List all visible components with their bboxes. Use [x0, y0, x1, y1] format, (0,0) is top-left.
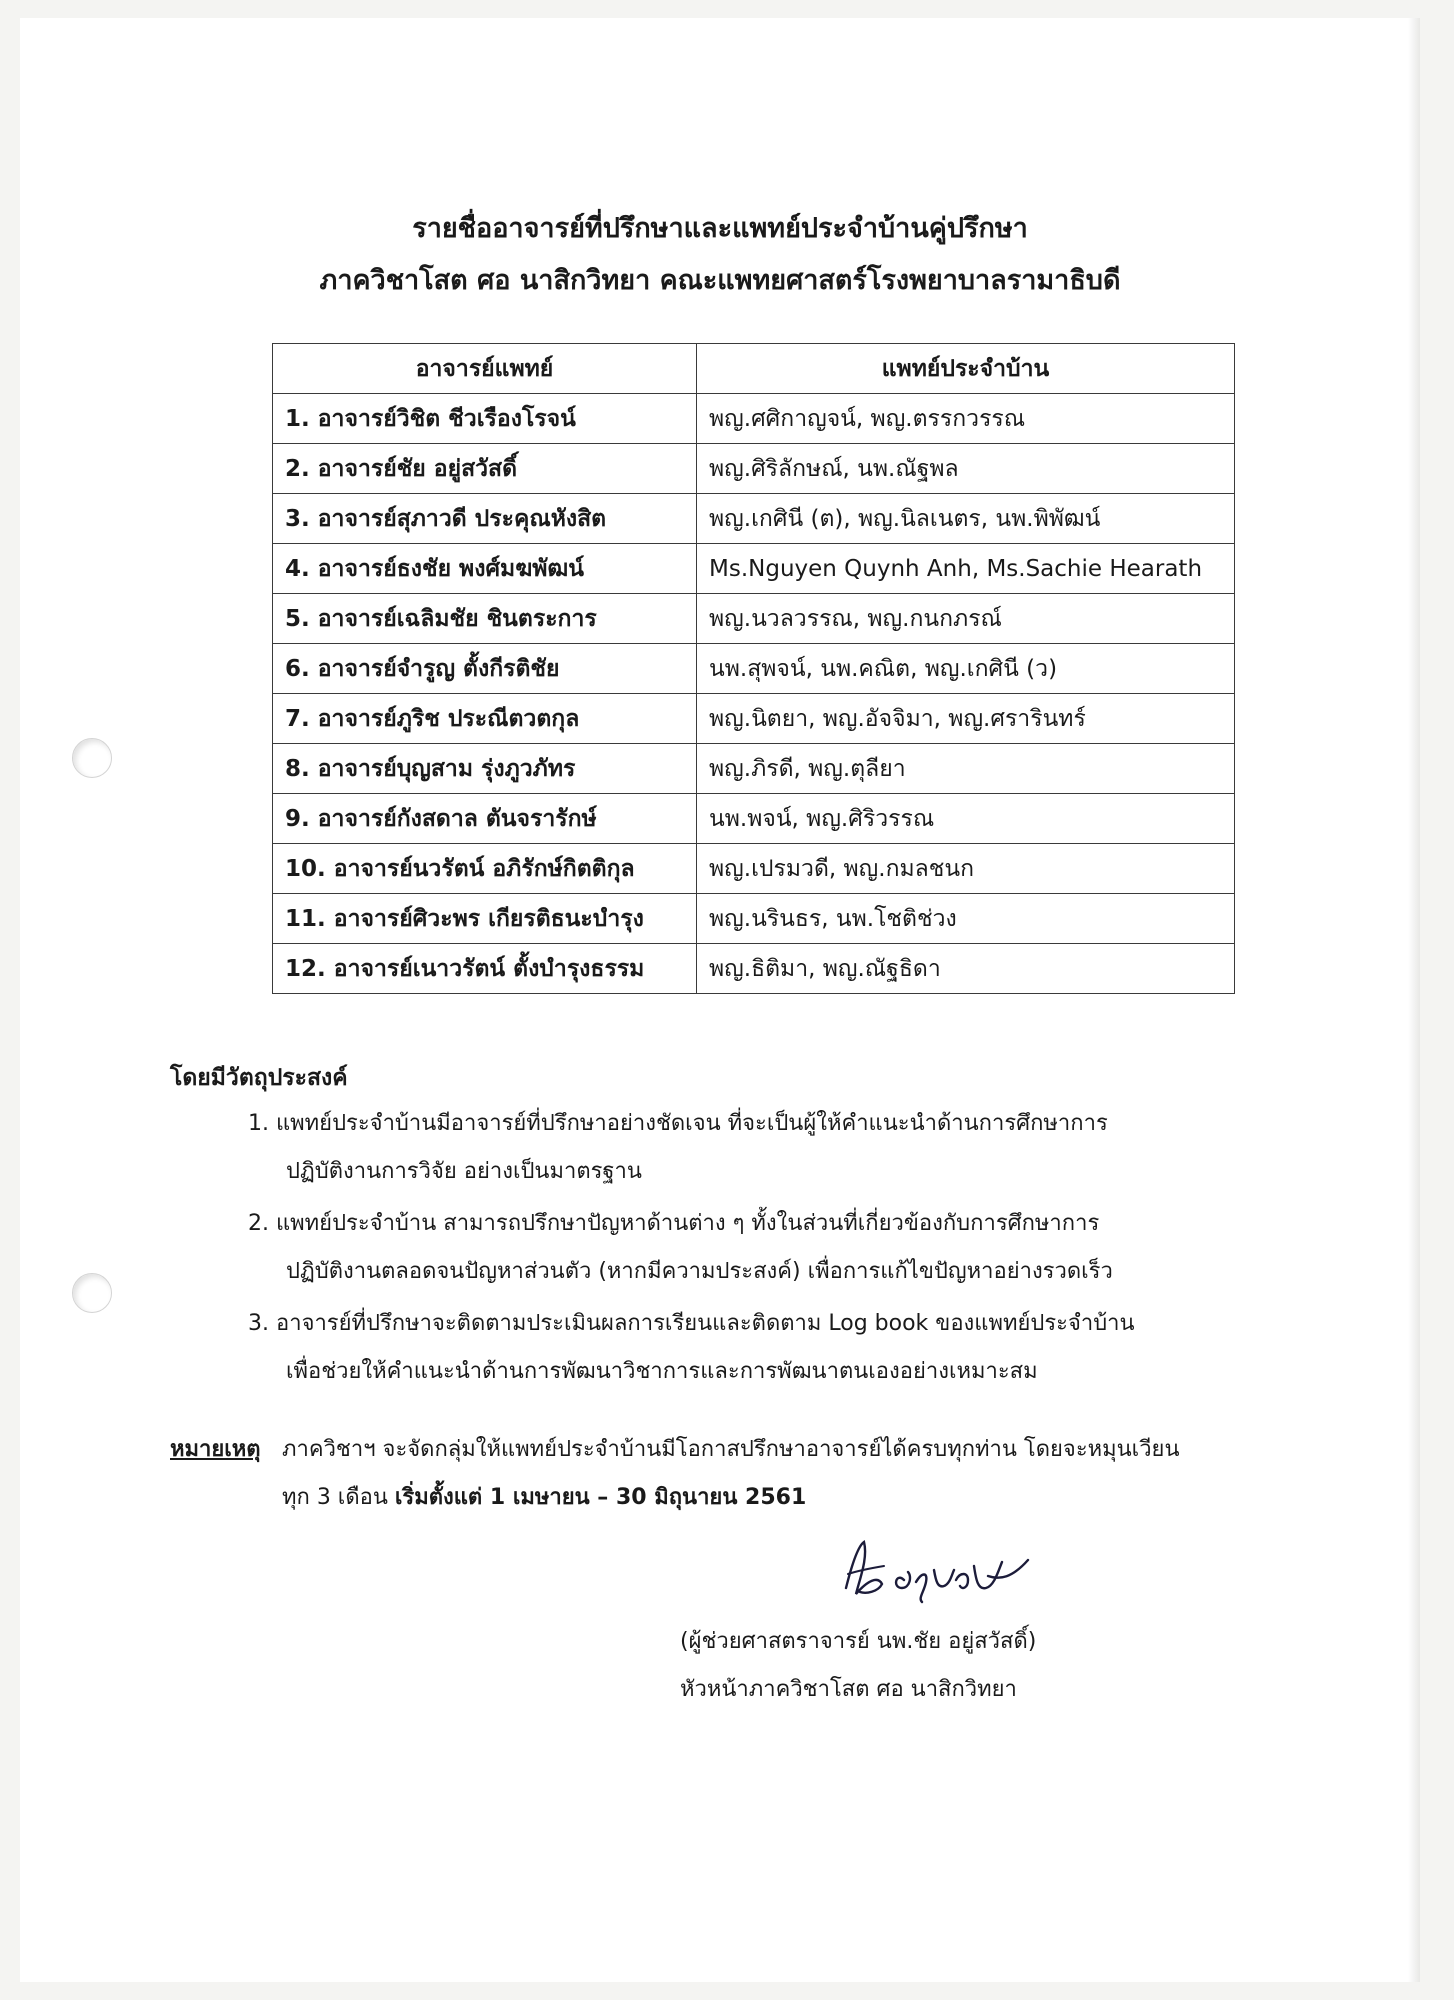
objective-item: [248, 1200, 1099, 1248]
table-row: [273, 494, 1235, 544]
table-row: [273, 944, 1235, 994]
residents-cell: พญ.เปรมวดี, พญ.กมลชนก: [697, 844, 1235, 894]
advisor-cell: 5. อาจารย์เฉลิมชัย ชินตระการ: [273, 594, 697, 644]
objective-item-continuation: ปฏิบัติงานตลอดจนปัญหาส่วนตัว (หากมีความประสงค์) เพื่อการแก้ไขปัญหาอย่างรวดเร็ว: [286, 1259, 1113, 1284]
objective-text: แพทย์ประจำบ้าน สามารถปรึกษาปัญหาด้านต่าง ๆ ทั้งในส่วนที่เกี่ยวข้องกับการศึกษาการ: [276, 1211, 1100, 1236]
advisor-cell: 11. อาจารย์ศิวะพร เกียรติธนะบำรุง: [273, 894, 697, 944]
note-period: ทุก 3 เดือน: [282, 1485, 395, 1510]
column-header-advisor: อาจารย์แพทย์: [273, 344, 697, 394]
table-row: [273, 694, 1235, 744]
page-edge-shadow: [1408, 18, 1420, 1982]
advisor-cell: 9. อาจารย์กังสดาล ตันจรารักษ์: [273, 794, 697, 844]
note-text: ภาควิชาฯ จะจัดกลุ่มให้แพทย์ประจำบ้านมีโอกาสปรึกษาอาจารย์ได้ครบทุกท่าน โดยจะหมุนเวียน: [282, 1437, 1180, 1462]
advisor-cell: 6. อาจารย์จำรูญ ตั้งกีรติชัย: [273, 644, 697, 694]
objective-number: 3.: [248, 1311, 269, 1336]
column-header-residents: แพทย์ประจำบ้าน: [697, 344, 1235, 394]
advisor-cell: 3. อาจารย์สุภาวดี ประคุณหังสิต: [273, 494, 697, 544]
table-row: [273, 644, 1235, 694]
document-subtitle: ภาควิชาโสต ศอ นาสิกวิทยา คณะแพทยศาสตร์โรงพยาบาลรามาธิบดี: [319, 265, 1121, 296]
document-header: [20, 203, 1420, 307]
advisor-cell: 1. อาจารย์วิชิต ชีวเรืองโรจน์: [273, 394, 697, 444]
note-date-range: เริ่มตั้งแต่ 1 เมษายน – 30 มิถุนายน 2561: [394, 1485, 807, 1510]
advisor-cell: 4. อาจารย์ธงชัย พงศ์มฆพัฒน์: [273, 544, 697, 594]
signer-position: หัวหน้าภาควิชาโสต ศอ นาสิกวิทยา: [680, 1677, 1017, 1702]
objectives-heading: โดยมีวัตถุประสงค์: [170, 1065, 348, 1091]
residents-cell: พญ.นวลวรรณ, พญ.กนกภรณ์: [697, 594, 1235, 644]
table-row: [273, 394, 1235, 444]
table-row: [273, 744, 1235, 794]
advisor-cell: 7. อาจารย์ภูริช ประณีตวตกุล: [273, 694, 697, 744]
table-row: [273, 794, 1235, 844]
table-row: [273, 894, 1235, 944]
table-header-row: [273, 344, 1235, 394]
residents-cell: นพ.พจน์, พญ.ศิริวรรณ: [697, 794, 1235, 844]
table-row: [273, 544, 1235, 594]
residents-cell: พญ.เกศินี (ต), พญ.นิลเนตร, นพ.พิพัฒน์: [697, 494, 1235, 544]
objective-number: 1.: [248, 1111, 269, 1136]
signer-name: (ผู้ช่วยศาสตราจารย์ นพ.ชัย อยู่สวัสดิ์): [680, 1629, 1037, 1654]
advisor-cell: 12. อาจารย์เนาวรัตน์ ตั้งบำรุงธรรม: [273, 944, 697, 994]
table-row: [273, 844, 1235, 894]
advisor-cell: 2. อาจารย์ชัย อยู่สวัสดิ์: [273, 444, 697, 494]
residents-cell: พญ.นิตยา, พญ.อัจจิมา, พญ.ศรารินทร์: [697, 694, 1235, 744]
punch-hole-icon: [72, 1273, 112, 1313]
document-page: [20, 18, 1420, 1982]
table-row: [273, 594, 1235, 644]
advisor-cell: 8. อาจารย์บุญสาม รุ่งภูวภัทร: [273, 744, 697, 794]
objective-item-continuation: ปฏิบัติงานการวิจัย อย่างเป็นมาตรฐาน: [286, 1159, 642, 1184]
note-text-continuation: [282, 1474, 806, 1522]
note-label: หมายเหตุ: [170, 1437, 261, 1462]
residents-cell: นพ.สุพจน์, นพ.คณิต, พญ.เกศินี (ว): [697, 644, 1235, 694]
advisor-cell: 10. อาจารย์นวรัตน์ อภิรักษ์กิตติกุล: [273, 844, 697, 894]
residents-cell: พญ.ภิรดี, พญ.ตุลียา: [697, 744, 1235, 794]
signature-icon: [838, 1536, 1038, 1606]
residents-cell: พญ.ธิติมา, พญ.ณัฐธิดา: [697, 944, 1235, 994]
objective-item-continuation: เพื่อช่วยให้คำแนะนำด้านการพัฒนาวิชาการและการพัฒนาตนเองอย่างเหมาะสม: [286, 1359, 1038, 1384]
objective-item: [248, 1300, 1135, 1348]
residents-cell: พญ.ศศิกาญจน์, พญ.ตรรกวรรณ: [697, 394, 1235, 444]
punch-hole-icon: [72, 738, 112, 778]
objective-item: [248, 1100, 1108, 1148]
residents-cell: พญ.ศิริลักษณ์, นพ.ณัฐพล: [697, 444, 1235, 494]
advisor-table: [272, 343, 1235, 994]
document-title: รายชื่ออาจารย์ที่ปรึกษาและแพทย์ประจำบ้านคู่ปรึกษา: [412, 213, 1028, 244]
objective-text: แพทย์ประจำบ้านมีอาจารย์ที่ปรึกษาอย่างชัดเจน ที่จะเป็นผู้ให้คำแนะนำด้านการศึกษาการ: [276, 1111, 1108, 1136]
residents-cell: พญ.นรินธร, นพ.โชติช่วง: [697, 894, 1235, 944]
residents-cell: Ms.Nguyen Quynh Anh, Ms.Sachie Hearath: [697, 544, 1235, 594]
signer-block: [680, 1618, 1036, 1714]
objective-text: อาจารย์ที่ปรึกษาจะติดตามประเมินผลการเรียนและติดตาม Log book ของแพทย์ประจำบ้าน: [276, 1311, 1135, 1336]
table-row: [273, 444, 1235, 494]
objective-number: 2.: [248, 1211, 269, 1236]
